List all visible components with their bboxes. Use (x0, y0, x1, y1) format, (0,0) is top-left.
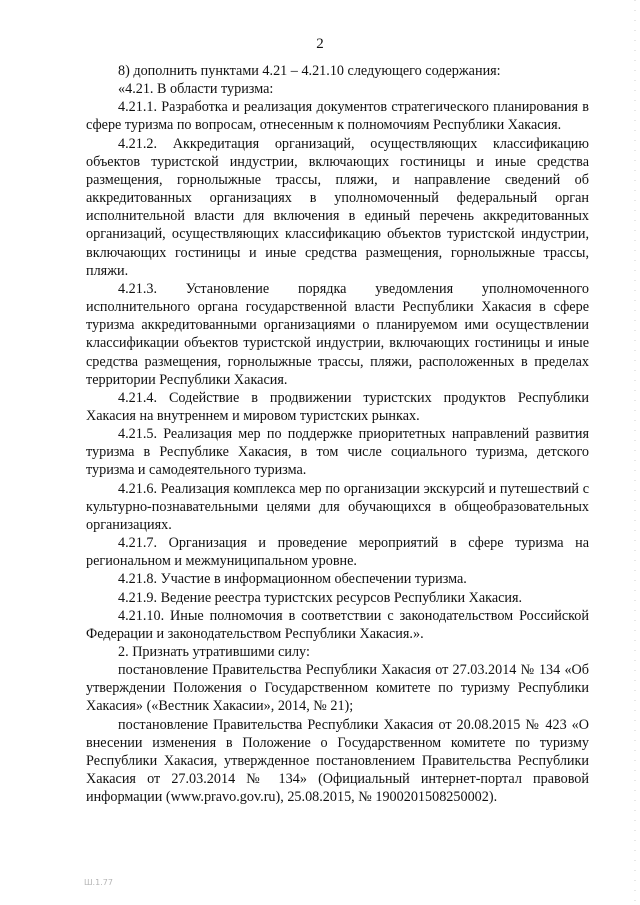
paragraph-amendment-intro: 8) дополнить пунктами 4.21 – 4.21.10 следующего содержания: (118, 63, 501, 79)
paragraph-4-21-9: 4.21.9. Ведение реестра туристских ресурсов Республики Хакасия. (118, 589, 523, 606)
paragraph-4-21-6: 4.21.6. Реализация комплекса мер по организации экскурсий и путешествий с культурно-познавательными целями для обучающихся в общеобразовательных организациях. (86, 480, 589, 533)
paragraph-repealed-act-2: постановление Правительства Республики Хакасия от 20.08.2015 № 423 «О внесении изменения в Положение о Государственном комитете по туризму Республики Хакасия, утвержденное постановлением Правительства Республики Хакасия от 27.03.2014 № 134» (Официальный интернет-портал правовой информации (www.pravo.gov.ru), 25.08.2015, № 1900201508250002). (86, 716, 589, 806)
paragraph-4-21-2: 4.21.2. Аккредитация организаций, осуществляющих классификацию объектов туристской индустрии, включающих гостиницы и иные средства размещения, горнолыжные трассы, пляжи, и направление сведений об аккредитованных организациях в уполномоченный федеральный орган исполнительной власти для включения в единый перечень аккредитованных организаций, осуществляющих классификацию объектов туристской индустрии, включающих гостиницы и иные средства размещения, горнолыжные трассы, пляжи. (86, 135, 589, 279)
paragraph-4-21-10: 4.21.10. Иные полномочия в соответствии с законодательством Российской Федерации и законодательством Республики Хакасия.». (86, 607, 589, 642)
paragraph-4-21: «4.21. В области туризма: (118, 81, 274, 98)
paragraph-4-21-7: 4.21.7. Организация и проведение мероприятий в сфере туризма на региональном и межмуниципальном уровне. (86, 535, 589, 570)
paragraph-repeal-intro: 2. Признать утратившими силу: (118, 644, 310, 660)
paragraph-4-21-8: 4.21.8. Участие в информационном обеспечении туризма. (118, 571, 467, 588)
paragraph-4-21-1: 4.21.1. Разработка и реализация документов стратегического планирования в сфере туризма по вопросам, отнесенным к полномочиям Республики Хакасия. (86, 99, 589, 134)
page-number: 2 (316, 36, 324, 52)
paragraph-4-21-3: 4.21.3. Установление порядка уведомления уполномоченного исполнительного органа государственной власти Республики Хакасия в сфере туризма аккредитованными организациями о планируемом ими осуществлении классификации объектов туристской индустрии, включающих гостиницы и иные средства размещения, горнолыжные трассы, пляжи, расположенных в пределах территории Республики Хакасия. (86, 280, 589, 388)
paragraph-repealed-act-1: постановление Правительства Республики Хакасия от 27.03.2014 № 134 «Об утверждении Положения о Государственном комитете по туризму Республики Хакасия» («Вестник Хакасии», 2014, № 21); (86, 662, 589, 715)
footer-mark: Ш.1.77 (84, 878, 113, 887)
document-body (86, 62, 589, 806)
scan-edge-marks (634, 0, 636, 905)
paragraph-4-21-4: 4.21.4. Содействие в продвижении туристских продуктов Республики Хакасия на внутреннем и мировом туристских рынках. (86, 389, 589, 424)
paragraph-4-21-5: 4.21.5. Реализация мер по поддержке приоритетных направлений развития туризма в Республике Хакасия, в том числе социального туризма, детского туризма и самодеятельного туризма. (86, 426, 589, 479)
